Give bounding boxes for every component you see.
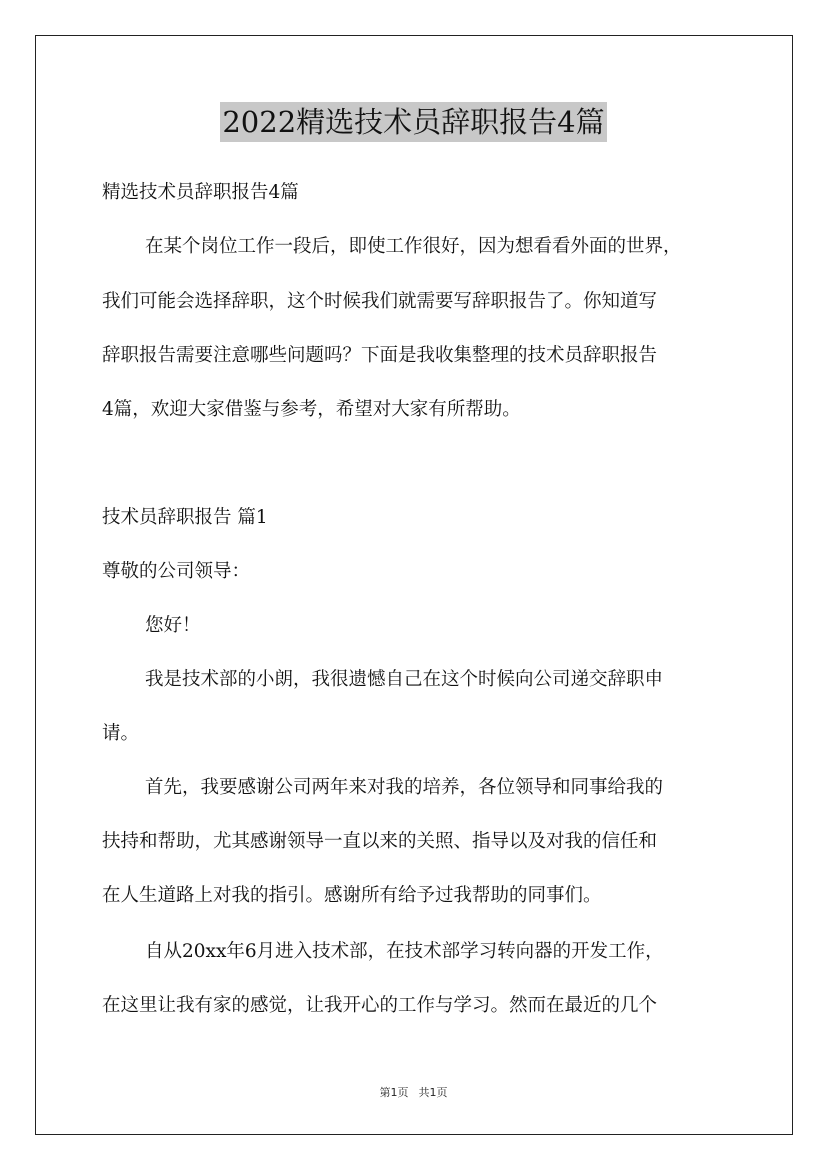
intro-line: 4篇，欢迎大家借鉴与参考，希望对大家有所帮助。 bbox=[102, 399, 521, 420]
body-line: 请。 bbox=[102, 723, 140, 744]
greeting: 您好！ bbox=[145, 615, 201, 636]
body-line: 首先，我要感谢公司两年来对我的培养，各位领导和同事给我的 bbox=[145, 777, 664, 798]
document-title: 2022精选技术员辞职报告4篇 bbox=[220, 102, 606, 142]
salutation: 尊敬的公司领导： bbox=[102, 561, 251, 582]
page-footer bbox=[0, 1084, 827, 1100]
body-line: 扶持和帮助，尤其感谢领导一直以来的关照、指导以及对我的信任和 bbox=[102, 831, 658, 852]
body-line: 我是技术部的小朗，我很遗憾自己在这个时候向公司递交辞职申 bbox=[145, 669, 664, 690]
document-subtitle: 精选技术员辞职报告4篇 bbox=[102, 182, 299, 203]
title-wrapper bbox=[0, 102, 827, 142]
page-number: 第1页 bbox=[379, 1086, 409, 1099]
intro-line: 我们可能会选择辞职，这个时候我们就需要写辞职报告了。你知道写 bbox=[102, 291, 658, 312]
intro-line: 在某个岗位工作一段后，即使工作很好，因为想看看外面的世界， bbox=[145, 236, 682, 257]
intro-line: 辞职报告需要注意哪些问题吗？下面是我收集整理的技术员辞职报告 bbox=[102, 345, 658, 366]
body-line: 自从20xx年6月进入技术部，在技术部学习转向器的开发工作， bbox=[145, 941, 664, 962]
page-total: 共1页 bbox=[418, 1086, 448, 1099]
section-heading: 技术员辞职报告 篇1 bbox=[102, 507, 268, 528]
body-line: 在这里让我有家的感觉，让我开心的工作与学习。然而在最近的几个 bbox=[102, 995, 658, 1016]
body-line: 在人生道路上对我的指引。感谢所有给予过我帮助的同事们。 bbox=[102, 885, 602, 906]
